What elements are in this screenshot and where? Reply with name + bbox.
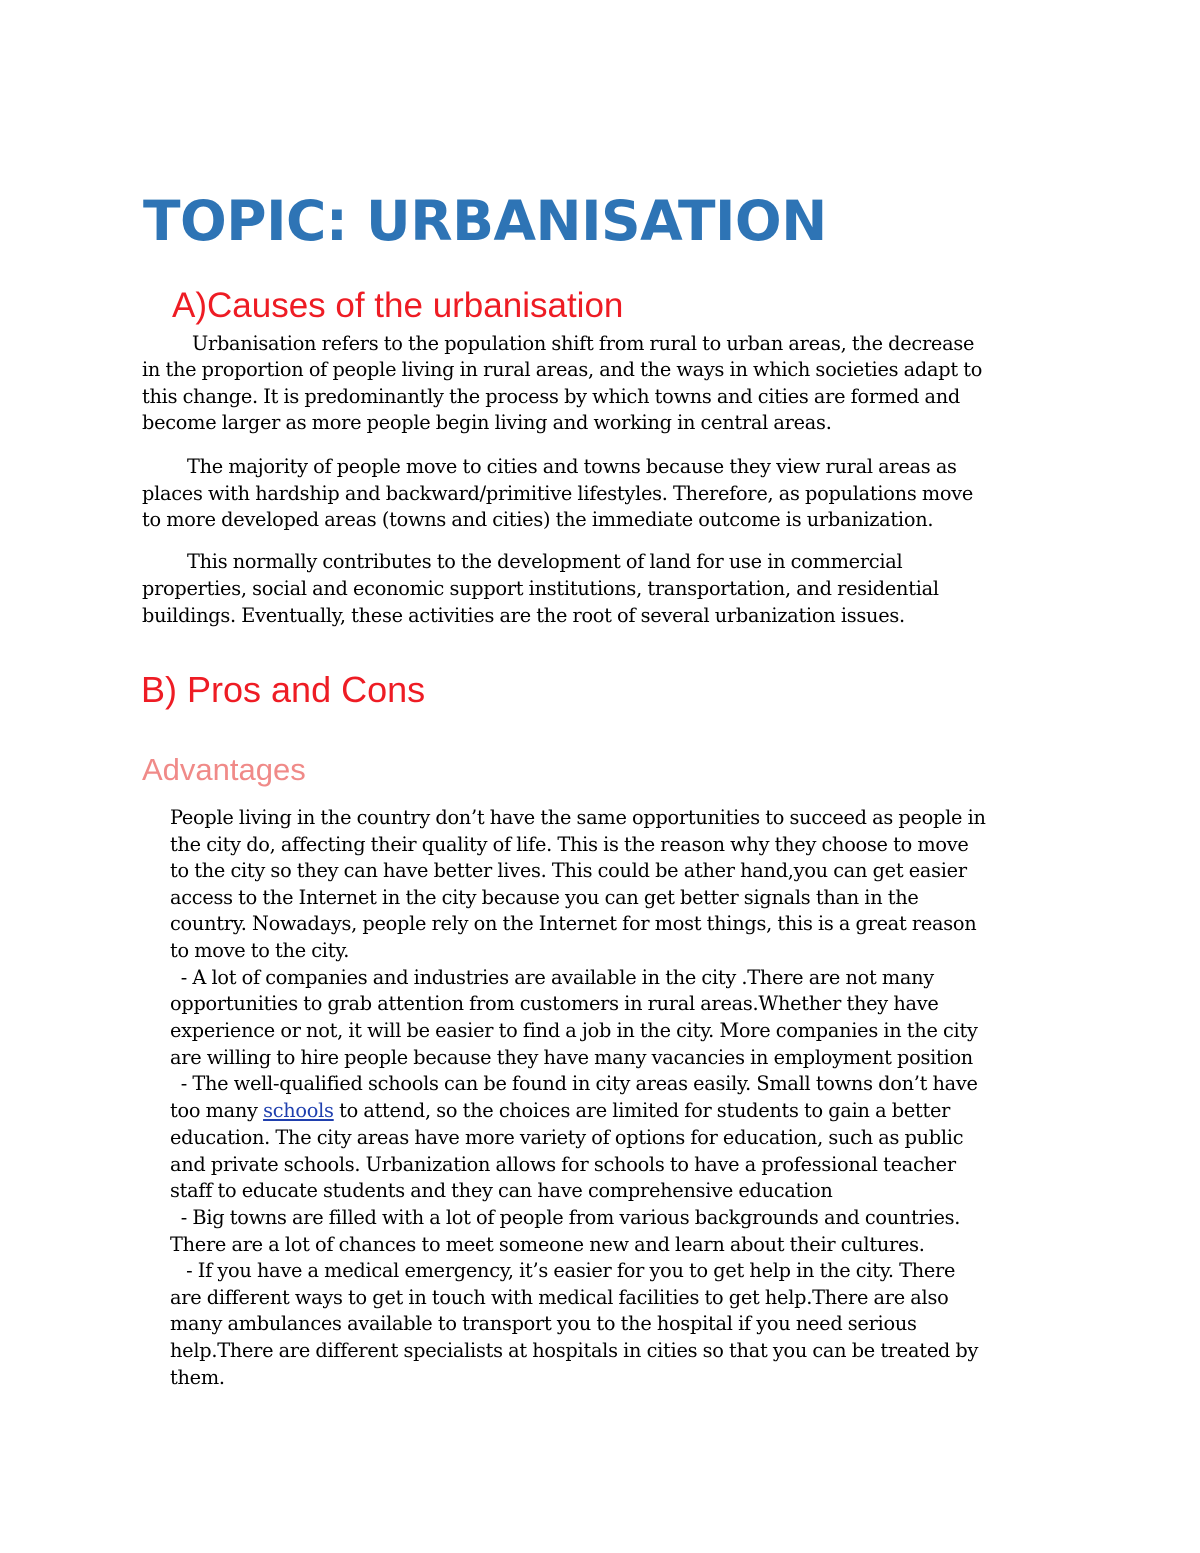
paragraph-line: education. The city areas have more variety of options for education, such as public [170, 1126, 964, 1149]
page-title: TOPIC: URBANISATION [143, 189, 827, 253]
paragraph-line: The majority of people move to cities and towns because they view rural areas as [187, 455, 957, 478]
paragraph-line: access to the Internet in the city because you can get better signals than in the [170, 886, 919, 909]
paragraph-line: places with hardship and backward/primitive lifestyles. Therefore, as populations move [142, 482, 974, 505]
paragraph-line: become larger as more people begin living and working in central areas. [142, 411, 832, 434]
paragraph-line: - The well-qualified schools can be found in city areas easily. Small towns don’t have [170, 1072, 978, 1095]
paragraph-line: are willing to hire people because they have many vacancies in employment position [170, 1046, 973, 1069]
paragraph-line: staff to educate students and they can have comprehensive education [170, 1179, 833, 1202]
paragraph-line: country. Nowadays, people rely on the Internet for most things, this is a great reason [170, 912, 977, 935]
section-b-heading: B) Pros and Cons [141, 669, 426, 710]
paragraph-line: are different ways to get in touch with medical facilities to get help.There are also [170, 1286, 949, 1309]
paragraph-line: to more developed areas (towns and cities) the immediate outcome is urbanization. [142, 508, 934, 531]
paragraph-line: People living in the country don’t have the same opportunities to succeed as people in [170, 806, 986, 829]
schools-link[interactable]: schools [263, 1099, 334, 1122]
paragraph-line: - If you have a medical emergency, it’s easier for you to get help in the city. There [170, 1259, 956, 1282]
paragraph-line: opportunities to grab attention from customers in rural areas.Whether they have [170, 992, 939, 1015]
paragraph-line: to move to the city. [170, 939, 350, 962]
paragraph-line: experience or not, it will be easier to find a job in the city. More companies in the city [170, 1019, 978, 1042]
paragraph-line: There are a lot of chances to meet someone new and learn about their cultures. [170, 1233, 925, 1256]
paragraph-line: - Big towns are filled with a lot of people from various backgrounds and countries. [170, 1206, 961, 1229]
paragraph-line: - A lot of companies and industries are available in the city .There are not many [170, 966, 934, 989]
paragraph-line: them. [170, 1366, 225, 1389]
paragraph-line: in the proportion of people living in rural areas, and the ways in which societies adapt to [142, 358, 983, 381]
section-a-heading: A)Causes of the urbanisation [172, 286, 624, 325]
link-line-suffix: to attend, so the choices are limited for students to gain a better [333, 1099, 951, 1122]
paragraph-line: many ambulances available to transport you to the hospital if you need serious [170, 1312, 917, 1335]
paragraph-line: help.There are different specialists at hospitals in cities so that you can be treated by [170, 1339, 979, 1362]
paragraph-line: Urbanisation refers to the population shift from rural to urban areas, the decrease [192, 332, 975, 355]
paragraph-line: This normally contributes to the development of land for use in commercial [187, 550, 903, 573]
paragraph-line-with-link [170, 1098, 950, 1125]
paragraph-line: buildings. Eventually, these activities are the root of several urbanization issues. [142, 604, 905, 627]
link-line-prefix: too many [170, 1099, 264, 1122]
paragraph-line: this change. It is predominantly the process by which towns and cities are formed and [142, 385, 961, 408]
advantages-subheading: Advantages [142, 752, 306, 787]
paragraph-line: and private schools. Urbanization allows for schools to have a professional teacher [170, 1153, 956, 1176]
paragraph-line: to the city so they can have better lives. This could be ather hand,you can get easier [170, 859, 967, 882]
paragraph-line: properties, social and economic support institutions, transportation, and residential [142, 577, 939, 600]
paragraph-line: the city do, affecting their quality of life. This is the reason why they choose to move [170, 833, 969, 856]
